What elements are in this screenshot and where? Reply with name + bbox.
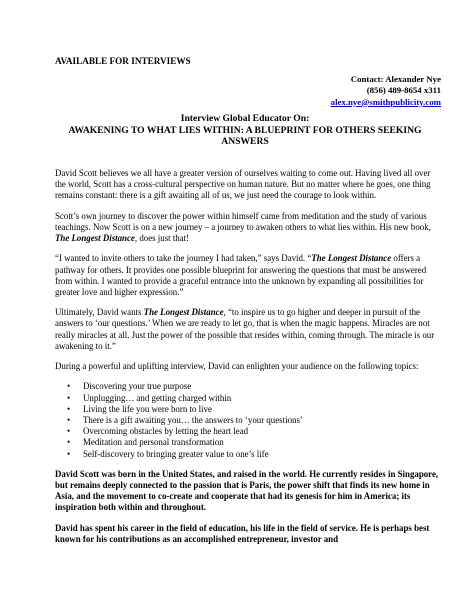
book-title: The Longest Distance xyxy=(311,253,392,264)
list-item: • Unplugging… and getting charged within xyxy=(83,393,440,404)
paragraph-journey xyxy=(55,211,440,245)
body-text xyxy=(55,168,440,554)
list-item: • There is a gift awaiting you… the answers to ‘your questions’ xyxy=(83,415,440,426)
list-item: • Discovering your true purpose xyxy=(83,381,440,392)
paragraph-intro: David Scott believes we all have a greater version of ourselves waiting to come out. Having lived all over the world, Scott has a cross-cultural perspective on human nature. But no matter where he goes, one thing remains constant: there is a gift awaiting all of us, we just need the courage to look within. xyxy=(55,168,431,201)
paragraph-inspire-text-a: Ultimately, David wants xyxy=(55,307,144,318)
list-item: • Self-discovery to bringing greater value to one’s life xyxy=(83,449,440,460)
contact-block xyxy=(331,74,441,108)
paragraph-inspire xyxy=(55,307,440,352)
book-title: The Longest Distance xyxy=(55,233,135,244)
title-line-1: Interview Global Educator On: xyxy=(180,113,310,124)
paragraph-journey-text-b: , does just that! xyxy=(134,233,190,244)
paragraph-bio: David Scott was born in the United States, and raised in the world. He currently resides in Singapore, but remains deeply connected to the passion that is Paris, the power shift that finds its new home in Asia, and the movement to co-create and cooperate that had its genesis for him in America; its inspiration both within and throughout. xyxy=(55,468,439,513)
paragraph-inspire-text-b: , “to inspire us to go higher and deeper in pursuit of the answers to ‘our questions.’ When we are ready to let go, that is when the magic happens. Miracles are not really miracles at all. Just the power of the possible that resides within, coming through. The miracle is our awakening to it.” xyxy=(55,307,435,351)
paragraph-topics-intro: During a powerful and uplifting interview, David can enlighten your audience on the following topics: xyxy=(55,361,419,372)
list-item: • Living the life you were born to live xyxy=(83,404,440,415)
contact-name: Contact: Alexander Nye xyxy=(350,74,441,84)
contact-phone: (856) 489-8654 x311 xyxy=(366,85,441,96)
list-item: • Meditation and personal transformation xyxy=(83,437,440,448)
paragraph-quote xyxy=(55,253,440,298)
paragraph-journey-text-a: Scott’s own journey to discover the power within himself came from meditation and the study of various teachings. Now Scott is on a new journey – a journey to awaken others to what lies within. His new book, xyxy=(55,210,431,232)
list-item: • Overcoming obstacles by letting the heart lead xyxy=(83,426,440,437)
paragraph-career: David has spent his career in the field of education, his life in the field of service. He is perhaps best known for his contributions as an accomplished entrepreneur, investor and xyxy=(55,522,430,544)
availability-heading: AVAILABLE FOR INTERVIEWS xyxy=(55,56,191,66)
paragraph-quote-text-a: “I wanted to invite others to take the journey I had taken,” says David. “ xyxy=(55,253,312,264)
paragraph-quote-text-b: offers a pathway for others. It provides one possible blueprint for answering the questions that must be answered from within. I wanted to provide a graceful entrance into the unknown by expanding all possibilities for greater love and higher expression.” xyxy=(55,253,427,297)
title-block xyxy=(50,113,440,148)
topics-list xyxy=(55,381,440,460)
title-line-2: AWAKENING TO WHAT LIES WITHIN: A BLUEPRINT FOR OTHERS SEEKING ANSWERS xyxy=(68,124,422,148)
contact-email-link[interactable]: alex.nye@smithpublicity.com xyxy=(330,96,441,107)
book-title: The Longest Distance xyxy=(143,307,224,318)
